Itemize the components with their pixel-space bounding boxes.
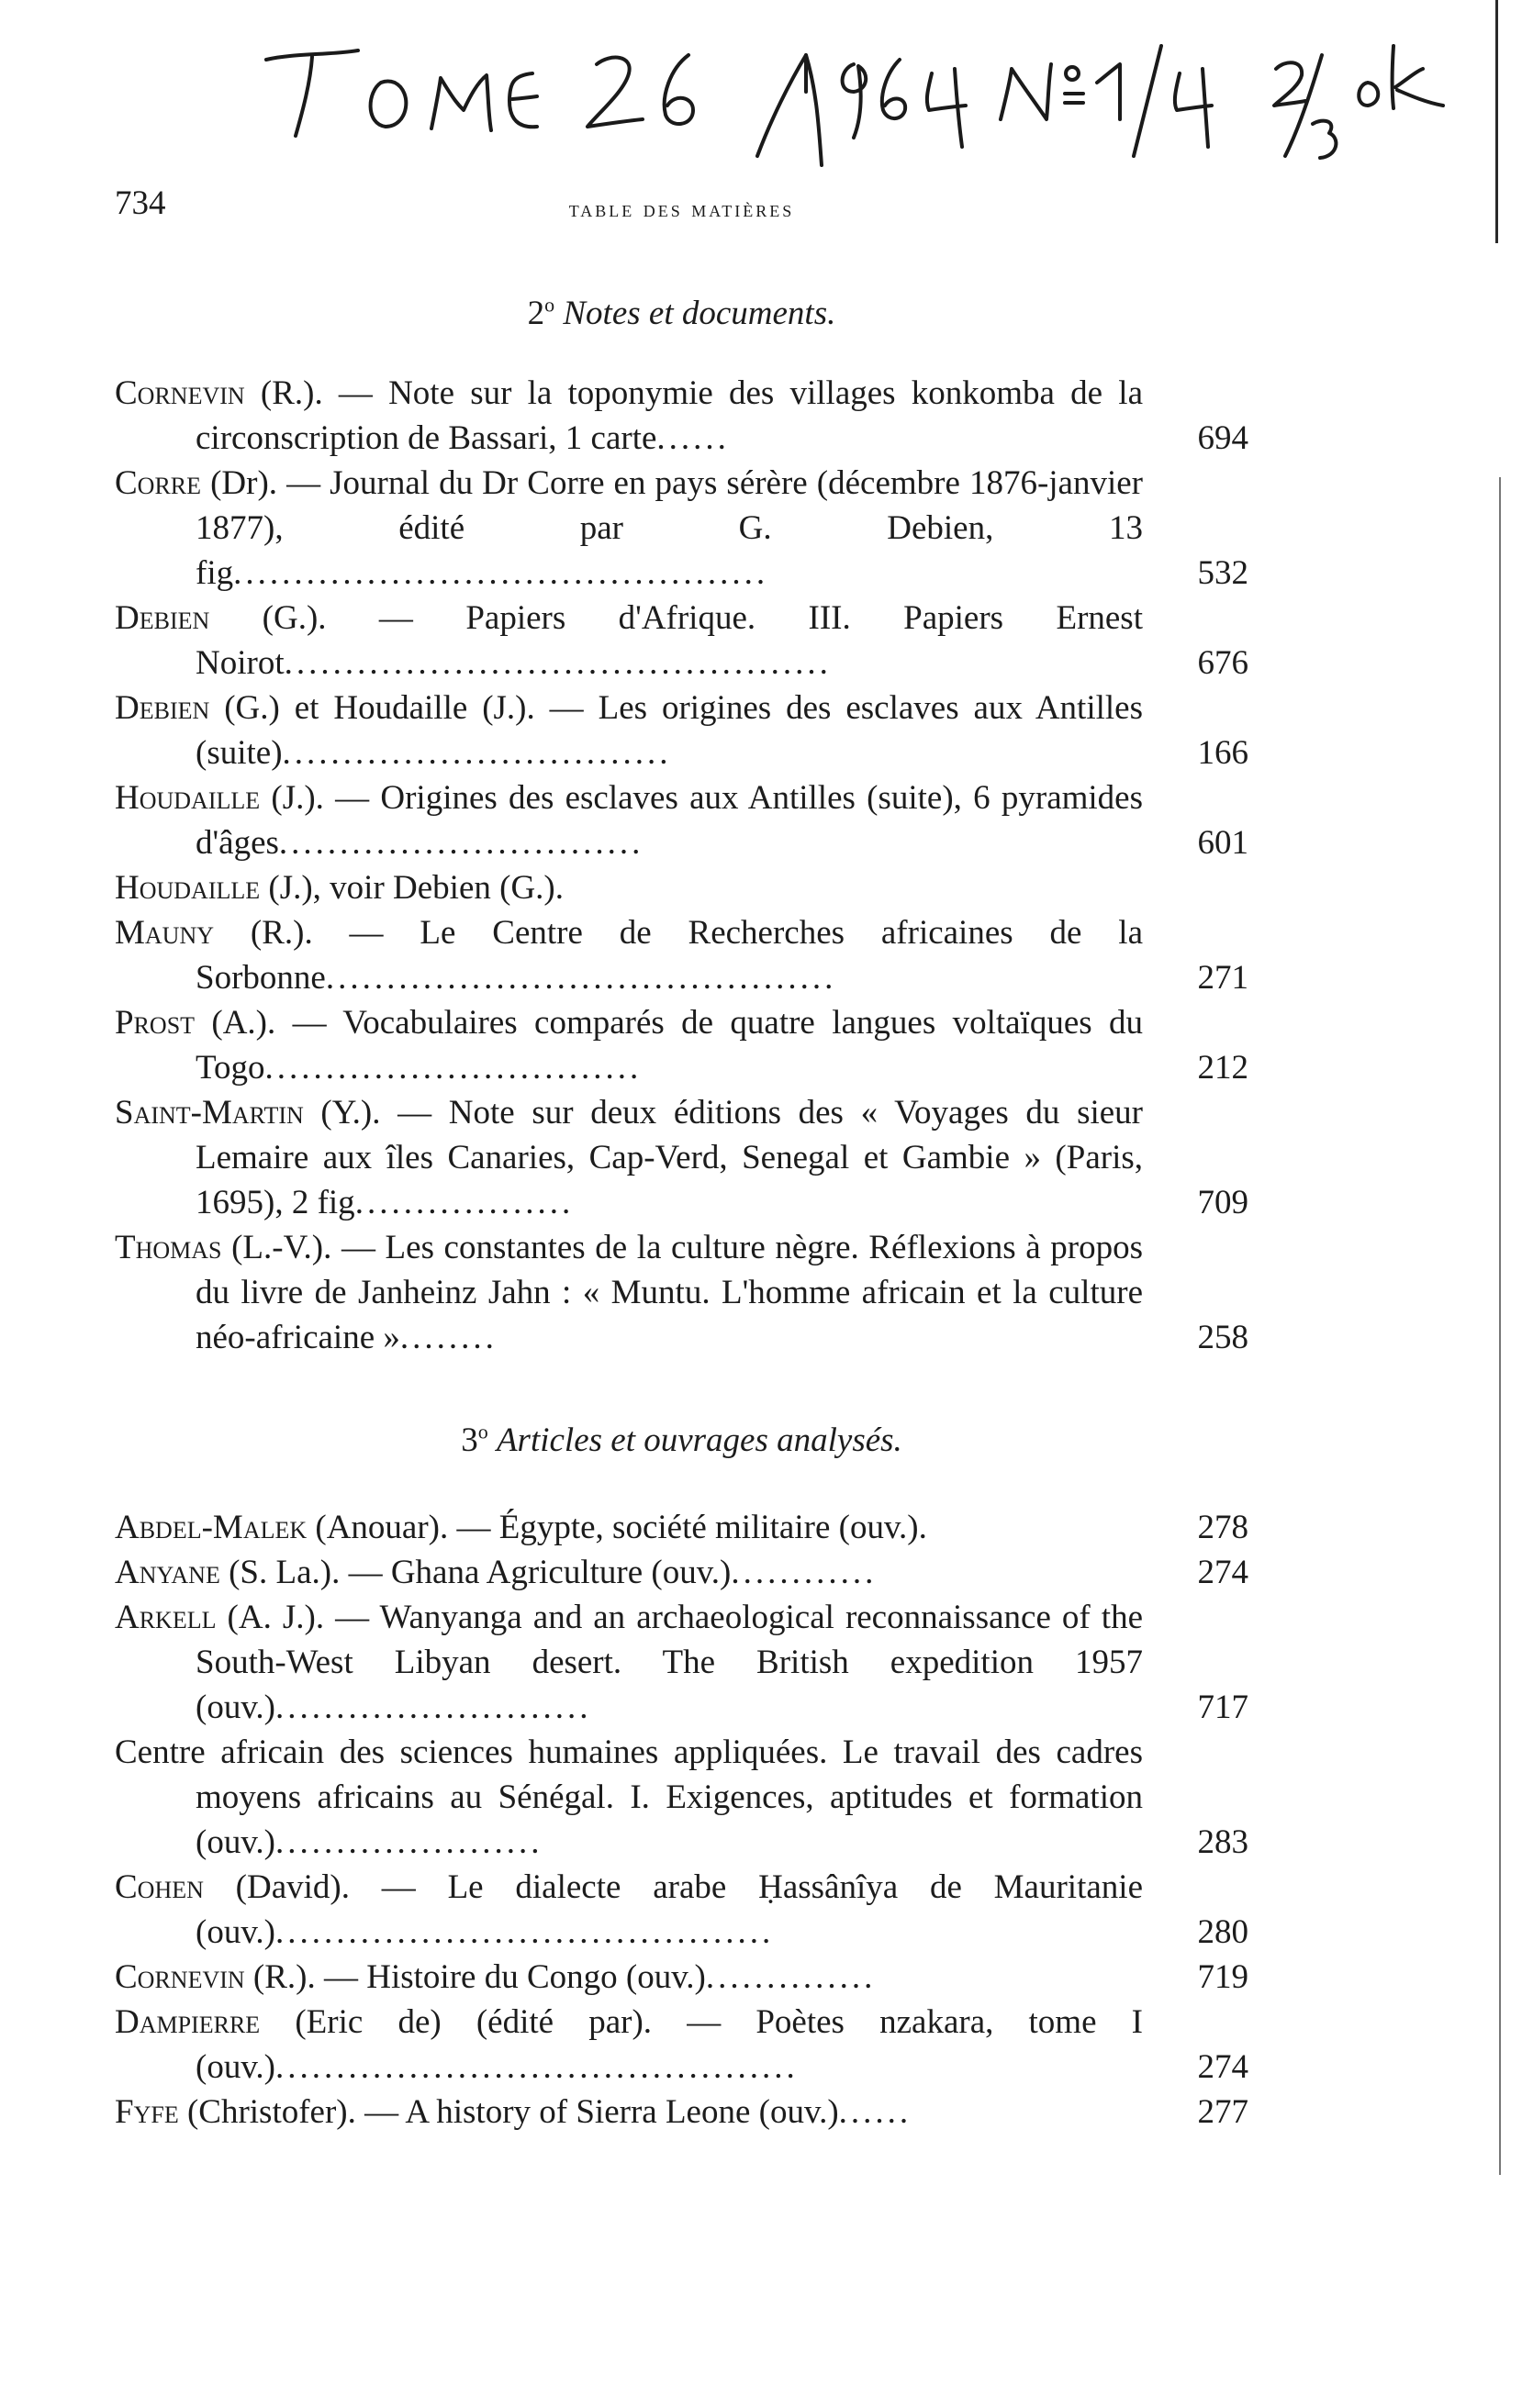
entry-leader-dots: ...... <box>656 419 730 457</box>
index-entry <box>115 1505 1248 1550</box>
entry-text: (A.). — Vocabulaires comparés de quatre langues voltaïques du Togo <box>195 1004 1143 1087</box>
index-entry <box>115 1550 1248 1595</box>
entry-page-number: 280 <box>1197 1913 1248 1951</box>
index-entry <box>115 371 1248 461</box>
entry-text: (Christofer). — A history of Sierra Leone (ouv.) <box>178 2093 839 2131</box>
entry-author: Saint-Martin <box>115 1094 304 1132</box>
section-heading-notes: 2$^o$ Notes et documents. <box>527 293 836 332</box>
entry-text: (Eric de) (édité par). — Poètes nzakara, tome I (ouv.) <box>196 2003 1143 2086</box>
entry-text: Centre africain des sciences humaines appliquées. Le travail des cadres moyens africains au Sénégal. I. Exigences, aptitudes et formation (ouv.) <box>115 1734 1143 1861</box>
entry-author: Debien <box>115 689 210 727</box>
entry-text: (L.-V.). — Les constantes de la culture nègre. Réflexions à propos du livre de Janheinz Jahn : « Muntu. L'homme africain et la culture néo-africaine » <box>196 1229 1143 1356</box>
handwritten-annotation-drawing <box>257 18 1450 179</box>
entry-author: Thomas <box>115 1229 222 1266</box>
entry-page-number: 694 <box>1197 419 1248 457</box>
index-entry <box>115 2000 1248 2090</box>
entry-page-number: 532 <box>1197 554 1248 592</box>
entry-leader-dots: .......................... <box>275 1689 592 1726</box>
entry-page-number: 709 <box>1197 1184 1248 1221</box>
entry-author: Cohen <box>115 1868 204 1906</box>
index-entry <box>115 1730 1248 1865</box>
scan-edge-top <box>1495 0 1498 243</box>
entry-page-number: 283 <box>1197 1823 1248 1861</box>
entry-page-number: 212 <box>1197 1049 1248 1087</box>
entry-text: (J.), voir Debien (G.). <box>260 869 564 907</box>
entry-leader-dots: ............................................. <box>284 644 832 682</box>
index-entry <box>115 1090 1248 1225</box>
notes-entry-list <box>115 371 1248 1360</box>
entry-author: Dampierre <box>115 2003 261 2041</box>
entry-author: Cornevin <box>115 374 245 412</box>
section-number: 2 <box>527 295 545 332</box>
index-entry <box>115 1225 1248 1360</box>
entry-text: (Y.). — Note sur deux éditions des « Voyages du sieur Lemaire aux îles Canaries, Cap-Verd, Senegal et Gambie » (Paris, 1695), 2 fig <box>196 1094 1143 1221</box>
entry-page-number: 258 <box>1197 1319 1248 1356</box>
entry-leader-dots: .......................................... <box>325 959 837 997</box>
entry-page-number: 717 <box>1197 1689 1248 1726</box>
index-entry <box>115 461 1248 596</box>
entry-text: (G.) et Houdaille (J.). — Les origines des esclaves aux Antilles (suite) <box>196 689 1143 772</box>
index-entry <box>115 2090 1248 2135</box>
running-title: table des matières <box>568 195 795 222</box>
entry-leader-dots: .................. <box>354 1184 575 1221</box>
entry-text: (Anouar). — Égypte, société militaire (ouv.). <box>307 1509 927 1546</box>
entry-author: Mauny <box>115 914 215 952</box>
entry-page-number: 274 <box>1197 2048 1248 2086</box>
entry-page-number: 274 <box>1197 1554 1248 1591</box>
entry-leader-dots: ............ <box>731 1554 878 1591</box>
entry-author: Houdaille <box>115 779 261 817</box>
entry-leader-dots: ............................... <box>264 1049 643 1087</box>
section-number: 3 <box>461 1421 478 1459</box>
entry-text: (R.). — Histoire du Congo (ouv.) <box>244 1958 706 1996</box>
entry-author: Fyfe <box>115 2093 179 2131</box>
entry-page-number: 601 <box>1197 824 1248 862</box>
entry-author: Houdaille <box>115 869 261 907</box>
entry-leader-dots: ......................................... <box>275 1913 775 1951</box>
index-entry <box>115 1955 1248 2000</box>
scan-edge-right <box>1499 477 1501 2175</box>
entry-text: (R.). — Le Centre de Recherches africaines de la Sorbonne <box>196 914 1143 997</box>
index-entry <box>115 1865 1248 1955</box>
entry-text: (S. La.). — Ghana Agriculture (ouv.) <box>219 1554 732 1591</box>
entry-page-number: 166 <box>1197 734 1248 772</box>
index-entry <box>115 686 1248 775</box>
articles-entry-list <box>115 1505 1248 2135</box>
entry-leader-dots: .............. <box>705 1958 877 1996</box>
index-entry <box>115 1595 1248 1730</box>
entry-text: (Dr). — Journal du Dr Corre en pays sérère (décembre 1876-janvier 1877), édité par G. Debien, 13 fig <box>196 464 1143 592</box>
entry-page-number: 271 <box>1197 959 1248 997</box>
entry-leader-dots: ........................................... <box>275 2048 799 2086</box>
index-entry <box>115 1000 1248 1090</box>
entry-page-number: 676 <box>1197 644 1248 682</box>
entry-author: Debien <box>115 599 210 637</box>
entry-page-number: 277 <box>1197 2093 1248 2131</box>
entry-author: Abdel-Malek <box>115 1509 308 1546</box>
section-heading-articles: 3$^o$ Articles et ouvrages analysés. <box>461 1420 902 1459</box>
entry-page-number: 278 <box>1197 1509 1248 1546</box>
entry-leader-dots: ........ <box>399 1319 498 1356</box>
index-entry <box>115 775 1248 865</box>
entry-author: Arkell <box>115 1599 217 1636</box>
entry-leader-dots: ...... <box>838 2093 912 2131</box>
entry-text: (G.). — Papiers d'Afrique. III. Papiers Ernest Noirot <box>196 599 1143 682</box>
entry-leader-dots: ...................... <box>275 1823 543 1861</box>
section-title: Articles et ouvrages analysés. <box>496 1421 902 1459</box>
entry-text: (J.). — Origines des esclaves aux Antilles (suite), 6 pyramides d'âges <box>196 779 1143 862</box>
page-header <box>115 184 1248 239</box>
entry-text: (R.). — Note sur la toponymie des villages konkomba de la circonscription de Bassari, 1 carte <box>196 374 1143 457</box>
entry-leader-dots: ............................................ <box>233 554 769 592</box>
entry-author: Anyane <box>115 1554 220 1591</box>
index-entry <box>115 910 1248 1000</box>
entry-leader-dots: .............................. <box>278 824 644 862</box>
entry-text: (A. J.). — Wanyanga and an archaeological reconnaissance of the South-West Libyan desert. The British expedition 1957 (ouv.) <box>196 1599 1143 1726</box>
handwritten-annotation <box>257 18 1450 179</box>
entry-author: Cornevin <box>115 1958 245 1996</box>
section-title: Notes et documents. <box>563 295 836 332</box>
index-entry <box>115 596 1248 686</box>
page-number: 734 <box>115 184 166 222</box>
entry-leader-dots: ................................ <box>282 734 672 772</box>
entry-author: Corre <box>115 464 202 502</box>
entry-text: (David). — Le dialecte arabe Ḥassânîya de Mauritanie (ouv.) <box>196 1868 1143 1951</box>
entry-page-number: 719 <box>1197 1958 1248 1996</box>
entry-author: Prost <box>115 1004 196 1042</box>
index-entry <box>115 865 1248 910</box>
